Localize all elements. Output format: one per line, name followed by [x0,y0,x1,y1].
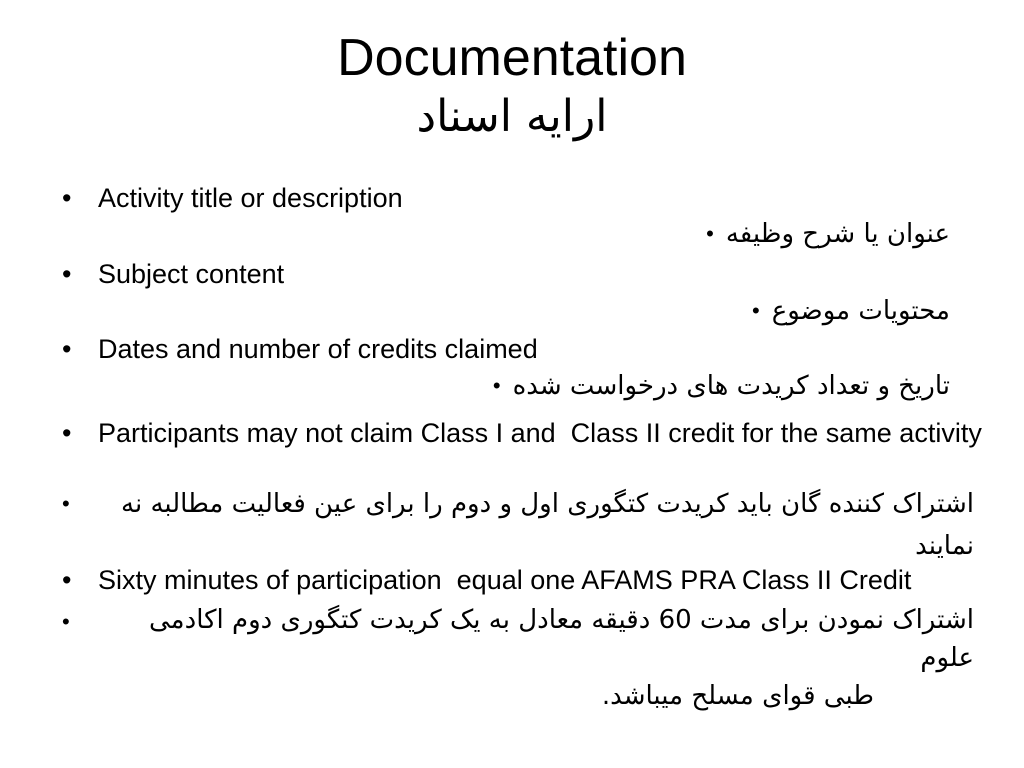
bullet-item-5-fa [62,601,974,715]
bullet-text-fa-4 [98,483,974,567]
bullet-dot-icon: • [752,298,760,323]
bullet-item-5-en [62,564,911,596]
bullet-text-en-4: Participants may not claim Class I and Class II credit for the same activity [98,418,982,448]
bullet-item-4-en [62,417,1003,449]
bullet-text-en-1: Activity title or description [98,183,403,213]
bullet-dot-icon: • [62,418,72,448]
bullet-item-2-en [62,258,284,290]
bullet-text-fa-5-line-1: اشتراک نمودن برای مدت 60 دقیقه معادل به یک کریدت کتگوری دوم اکادمی علوم [149,605,974,673]
bullet-dot-icon: • [62,259,72,289]
bullet-text-fa-3: تاریخ و تعداد کریدت های درخواست شده [512,371,950,401]
bullet-dot-icon: • [62,183,72,213]
slide-title-translation: ارایه اسناد [416,91,608,142]
bullet-text-fa-5 [98,601,974,715]
bullet-dot-icon: • [492,373,501,398]
bullet-item-1-fa [706,214,950,254]
bullet-item-4-fa [62,483,974,567]
bullet-item-2-fa [752,291,950,331]
slide-title: Documentation [337,29,687,87]
bullet-text-fa-4-line-1: اشتراک کننده گان باید کریدت کتگوری اول و دوم را برای عین فعالیت مطالبه نه [121,489,974,519]
bullet-dot-icon: • [62,491,70,516]
bullet-text-fa-2: محتویات موضوع [771,296,950,326]
bullet-dot-icon: • [706,221,714,246]
bullet-text-fa-1: عنوان یا شرح وظیفه [725,219,950,249]
bullet-text-fa-5-line-2: طبی قوای مسلح میباشد. [601,681,874,711]
bullet-text-en-2: Subject content [98,259,285,289]
bullet-text-en-3: Dates and number of credits claimed [98,334,538,364]
bullet-dot-icon: • [62,565,72,595]
bullet-dot-icon: • [62,334,72,364]
bullet-item-3-fa [493,366,950,406]
bullet-text-fa-4-line-2: نمایند [915,531,974,561]
bullet-item-3-en [62,333,538,365]
bullet-text-en-5: Sixty minutes of participation equal one AFAMS PRA Class II Credit [98,565,912,595]
bullet-dot-icon: • [62,609,70,634]
bullet-item-1-en [62,182,403,214]
